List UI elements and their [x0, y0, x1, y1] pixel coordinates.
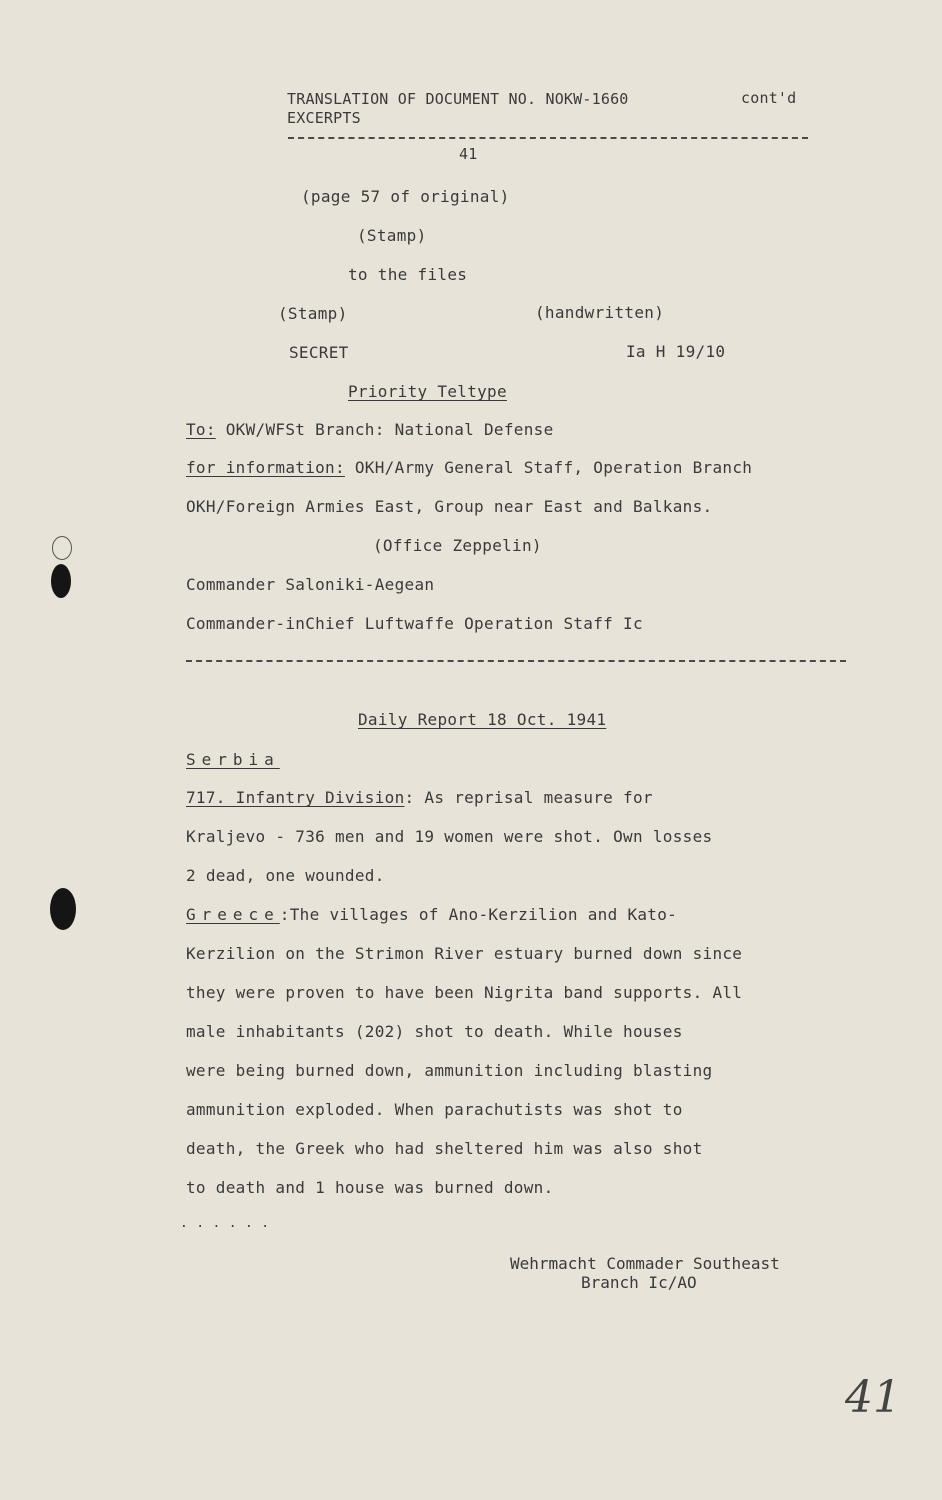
- commander-luftwaffe: Commander-inChief Luftwaffe Operation Staff Ic: [186, 614, 643, 633]
- report-body-7: ammunition exploded. When parachutists was shot to: [186, 1100, 683, 1119]
- division-label: 717. Infantry Division: [186, 788, 405, 807]
- to-the-files: to the files: [348, 265, 468, 284]
- priority-teletype: Priority Teltype: [348, 382, 507, 401]
- to-text: OKW/WFSt Branch: National Defense: [215, 420, 554, 439]
- header-title: TRANSLATION OF DOCUMENT NO. NOKW-1660: [287, 90, 629, 108]
- page-number: 41: [459, 145, 478, 163]
- header-divider: [288, 137, 808, 139]
- punch-hole-top: [51, 564, 71, 598]
- division-text: : As reprisal measure for: [404, 788, 653, 807]
- report-body-8: death, the Greek who had sheltered him was also shot: [186, 1139, 703, 1158]
- report-body-3: Kerzilion on the Strimon River estuary burned down since: [186, 944, 743, 963]
- stamp-label-2: (Stamp): [278, 304, 348, 323]
- stamp-label-1: (Stamp): [357, 226, 427, 245]
- office-zeppelin: (Office Zeppelin): [373, 536, 542, 555]
- handwritten-page-number: 41: [845, 1372, 901, 1423]
- punch-hole-ring: [52, 536, 72, 560]
- commander-saloniki: Commander Saloniki-Aegean: [186, 575, 435, 594]
- signature-line-2: Branch Ic/AO: [581, 1273, 697, 1292]
- to-line: [186, 420, 554, 439]
- report-body-4: they were proven to have been Nigrita band supports. All: [186, 983, 743, 1002]
- report-title: Daily Report 18 Oct. 1941: [358, 710, 607, 729]
- header-contd: cont'd: [741, 89, 797, 107]
- serbia-heading: Serbia: [186, 750, 280, 769]
- header-excerpts: EXCERPTS: [287, 109, 361, 127]
- greece-text: :The villages of Ano-Kerzilion and Kato-: [279, 905, 678, 924]
- signature-line-1: Wehrmacht Commader Southeast: [510, 1254, 780, 1273]
- report-body-6: were being burned down, ammunition including blasting: [186, 1061, 713, 1080]
- greece-line: [186, 905, 677, 924]
- info-label: for information:: [186, 458, 345, 477]
- handwritten-label: (handwritten): [535, 303, 665, 322]
- info-line: [186, 458, 752, 477]
- section-divider: [186, 660, 846, 662]
- ellipsis: . . . . . .: [180, 1216, 270, 1231]
- page-of-original: (page 57 of original): [301, 187, 510, 206]
- division-line: [186, 788, 653, 807]
- punch-hole-bottom: [50, 888, 76, 930]
- to-label: To:: [186, 420, 216, 439]
- secret-label: SECRET: [289, 343, 349, 362]
- report-body-2: 2 dead, one wounded.: [186, 866, 385, 885]
- file-reference: Ia H 19/10: [626, 342, 726, 361]
- info-text: OKH/Army General Staff, Operation Branch: [344, 458, 753, 477]
- report-body-1: Kraljevo - 736 men and 19 women were shot. Own losses: [186, 827, 713, 846]
- report-body-5: male inhabitants (202) shot to death. While houses: [186, 1022, 683, 1041]
- report-body-9: to death and 1 house was burned down.: [186, 1178, 554, 1197]
- foreign-armies-line: OKH/Foreign Armies East, Group near East and Balkans.: [186, 497, 713, 516]
- greece-label: Greece: [186, 905, 280, 924]
